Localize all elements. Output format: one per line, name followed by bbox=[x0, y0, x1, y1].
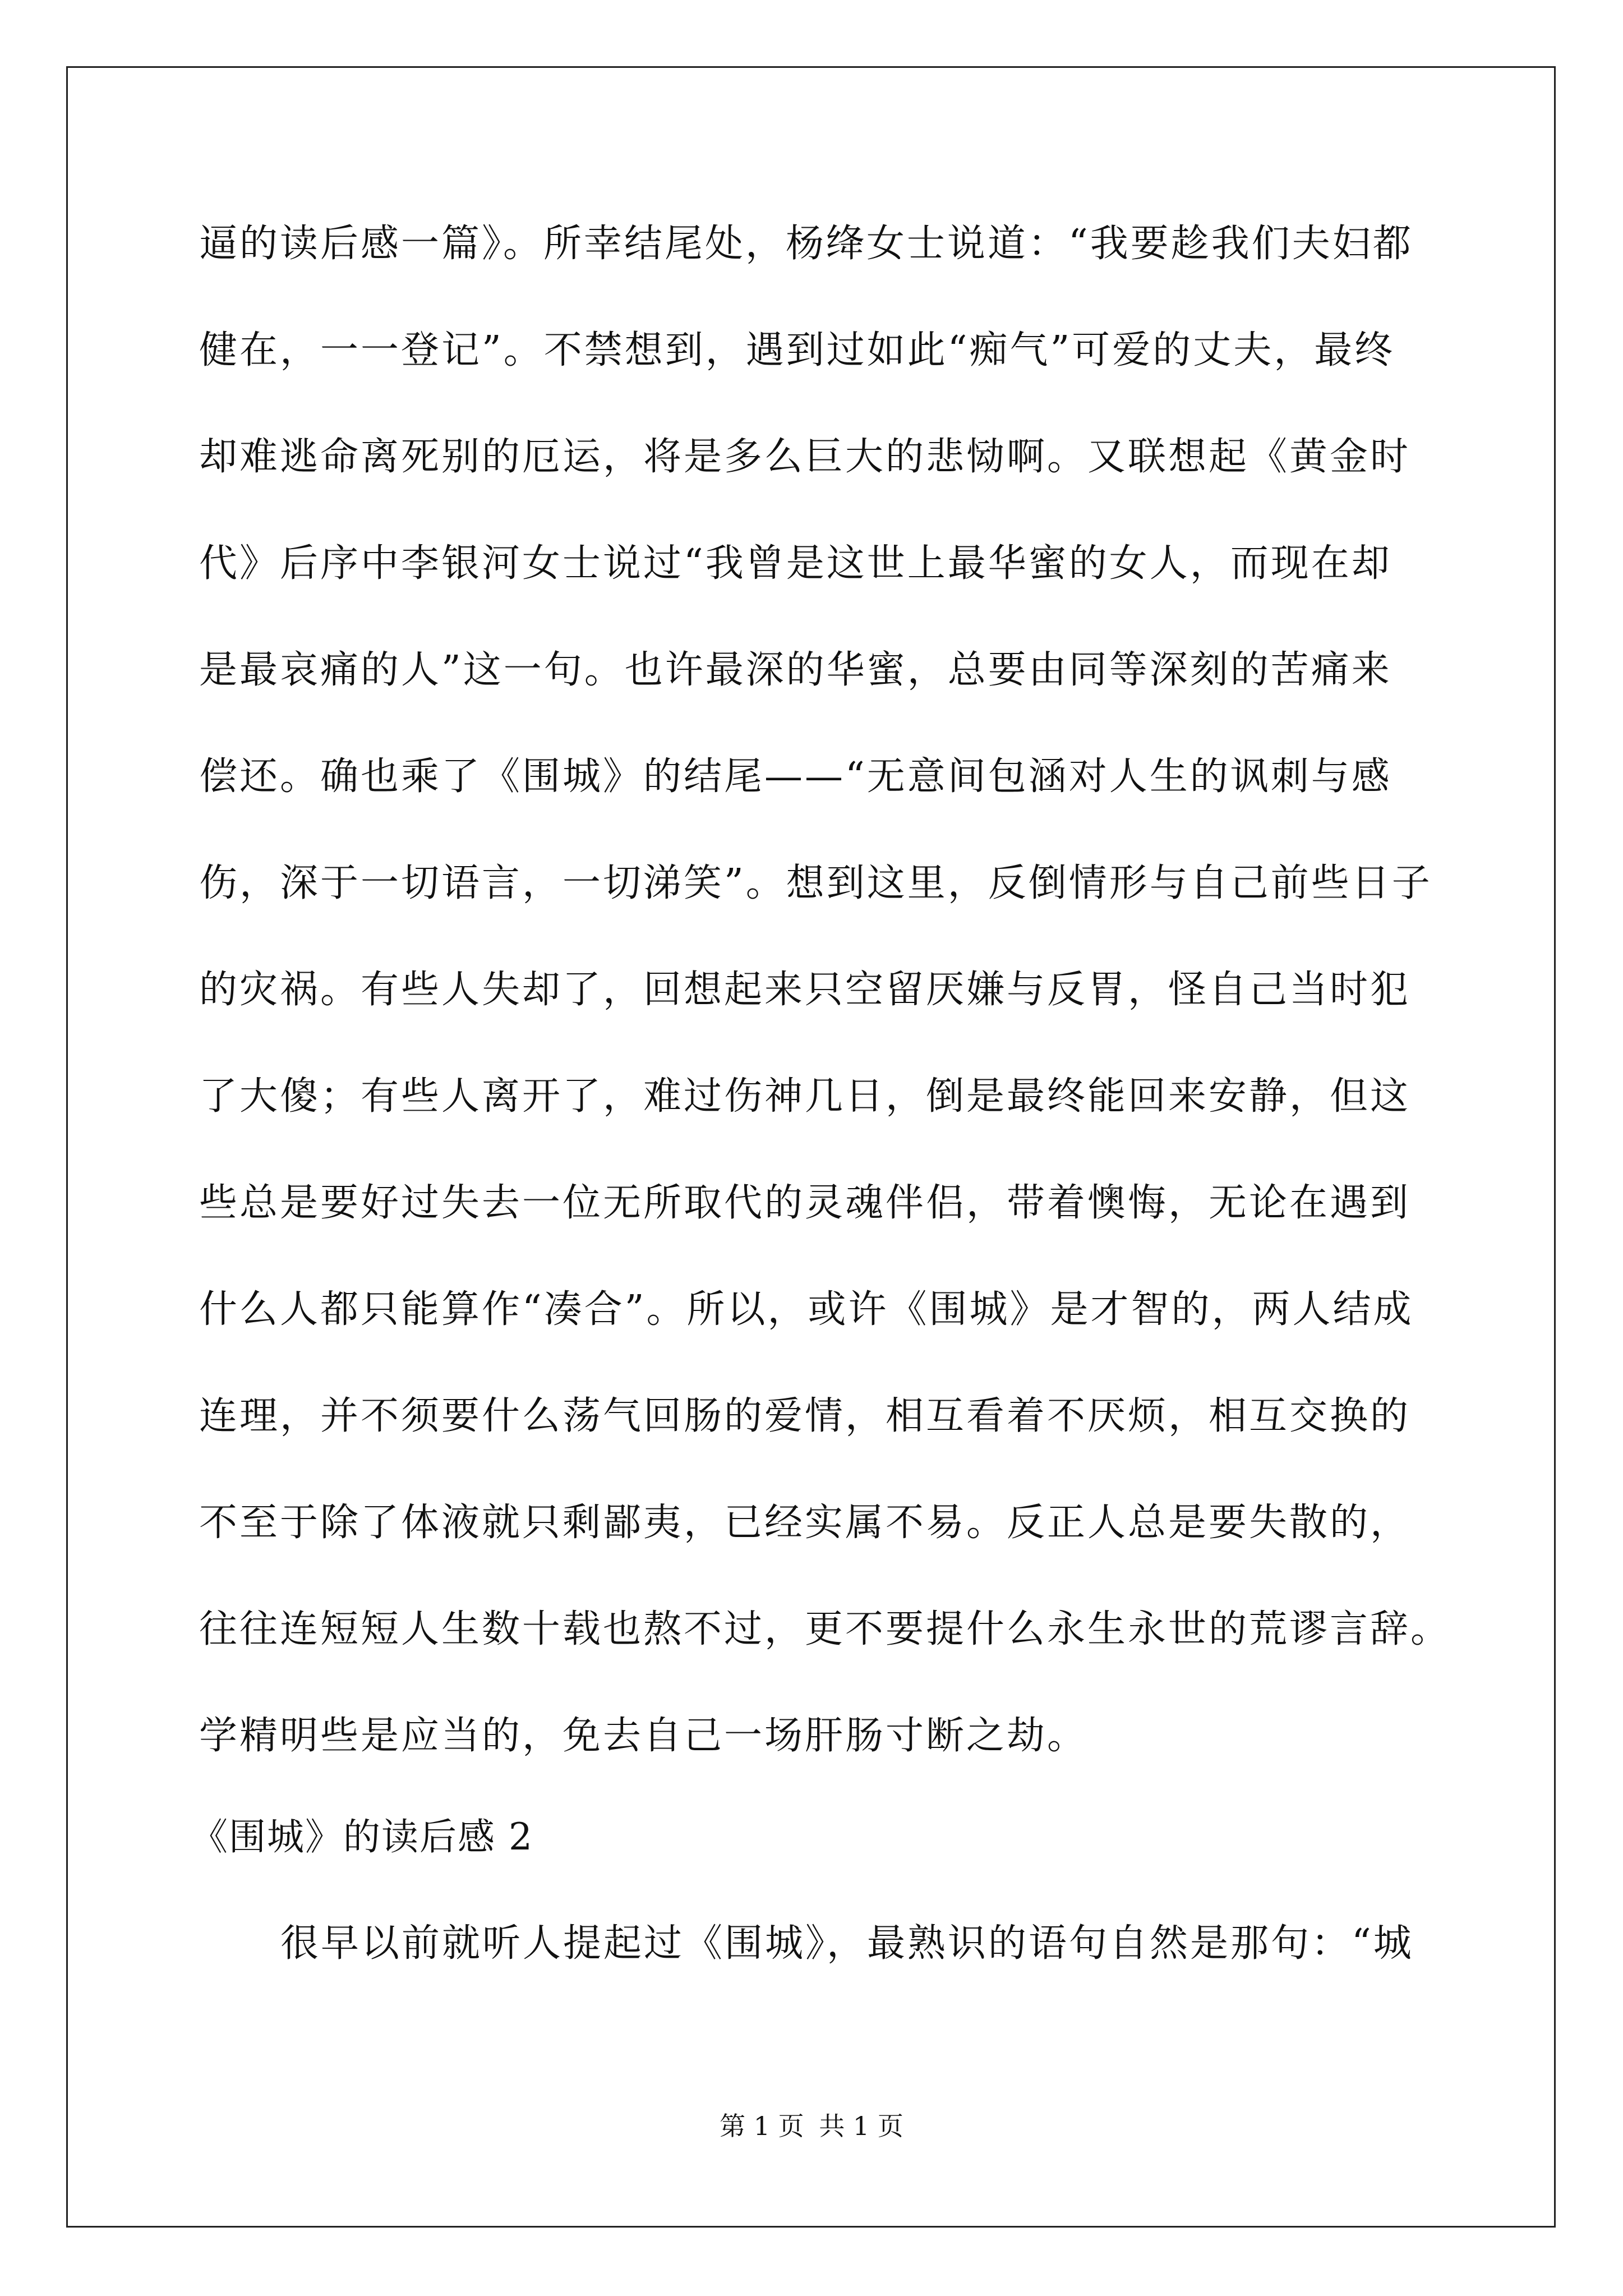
page-footer bbox=[0, 2109, 1623, 2143]
page-number: 第 1 页 bbox=[720, 2111, 804, 2141]
paragraph-line: 的灾祸。有些人失却了，回想起来只空留厌嫌与反胃，怪自己当时犯 bbox=[199, 968, 1411, 1012]
paragraph-line: 代》后序中李银河女士说过“我曾是这世上最华蜜的女人，而现在却 bbox=[199, 541, 1392, 586]
page-total: 共 1 页 bbox=[819, 2111, 903, 2141]
paragraph-line: 往往连短短人生数十载也熬不过，更不要提什么永生永世的荒谬言辞。 bbox=[199, 1607, 1451, 1651]
paragraph-line: 偿还。确也乘了《围城》的结尾——“无意间包涵对人生的讽刺与感 bbox=[199, 754, 1392, 799]
section-heading: 《围城》的读后感 2 bbox=[191, 1815, 533, 1858]
paragraph-line: 什么人都只能算作“凑合”。所以，或许《围城》是才智的，两人结成 bbox=[199, 1287, 1414, 1332]
paragraph-line: 连理，并不须要什么荡气回肠的爱情，相互看着不厌烦，相互交换的 bbox=[199, 1394, 1411, 1438]
paragraph-line: 学精明些是应当的，免去自己一场肝肠寸断之劫。 bbox=[199, 1714, 1088, 1758]
paragraph-line: 逼的读后感一篇》。所幸结尾处，杨绛女士说道：“我要趁我们夫妇都 bbox=[199, 222, 1413, 266]
page-border bbox=[66, 66, 1556, 2228]
paragraph-line: 健在，一一登记”。不禁想到，遇到过如此“痴气”可爱的丈夫，最终 bbox=[199, 328, 1395, 372]
paragraph-line: 却难逃命离死别的厄运，将是多么巨大的悲恸啊。又联想起《黄金时 bbox=[199, 435, 1411, 479]
paragraph-line: 不至于除了体液就只剩鄙夷，已经实属不易。反正人总是要失散的， bbox=[199, 1501, 1411, 1545]
paragraph-line: 伤，深于一切语言，一切涕笑”。想到这里，反倒情形与自己前些日子 bbox=[199, 861, 1432, 905]
paragraph-line: 些总是要好过失去一位无所取代的灵魂伴侣，带着懊悔，无论在遇到 bbox=[199, 1181, 1411, 1225]
paragraph-line: 是最哀痛的人”这一句。也许最深的华蜜，总要由同等深刻的苦痛来 bbox=[199, 648, 1392, 692]
paragraph-line: 了大傻；有些人离开了，难过伤神几日，倒是最终能回来安静，但这 bbox=[199, 1074, 1411, 1119]
paragraph-line: 很早以前就听人提起过《围城》，最熟识的语句自然是那句：“城 bbox=[280, 1921, 1414, 1966]
